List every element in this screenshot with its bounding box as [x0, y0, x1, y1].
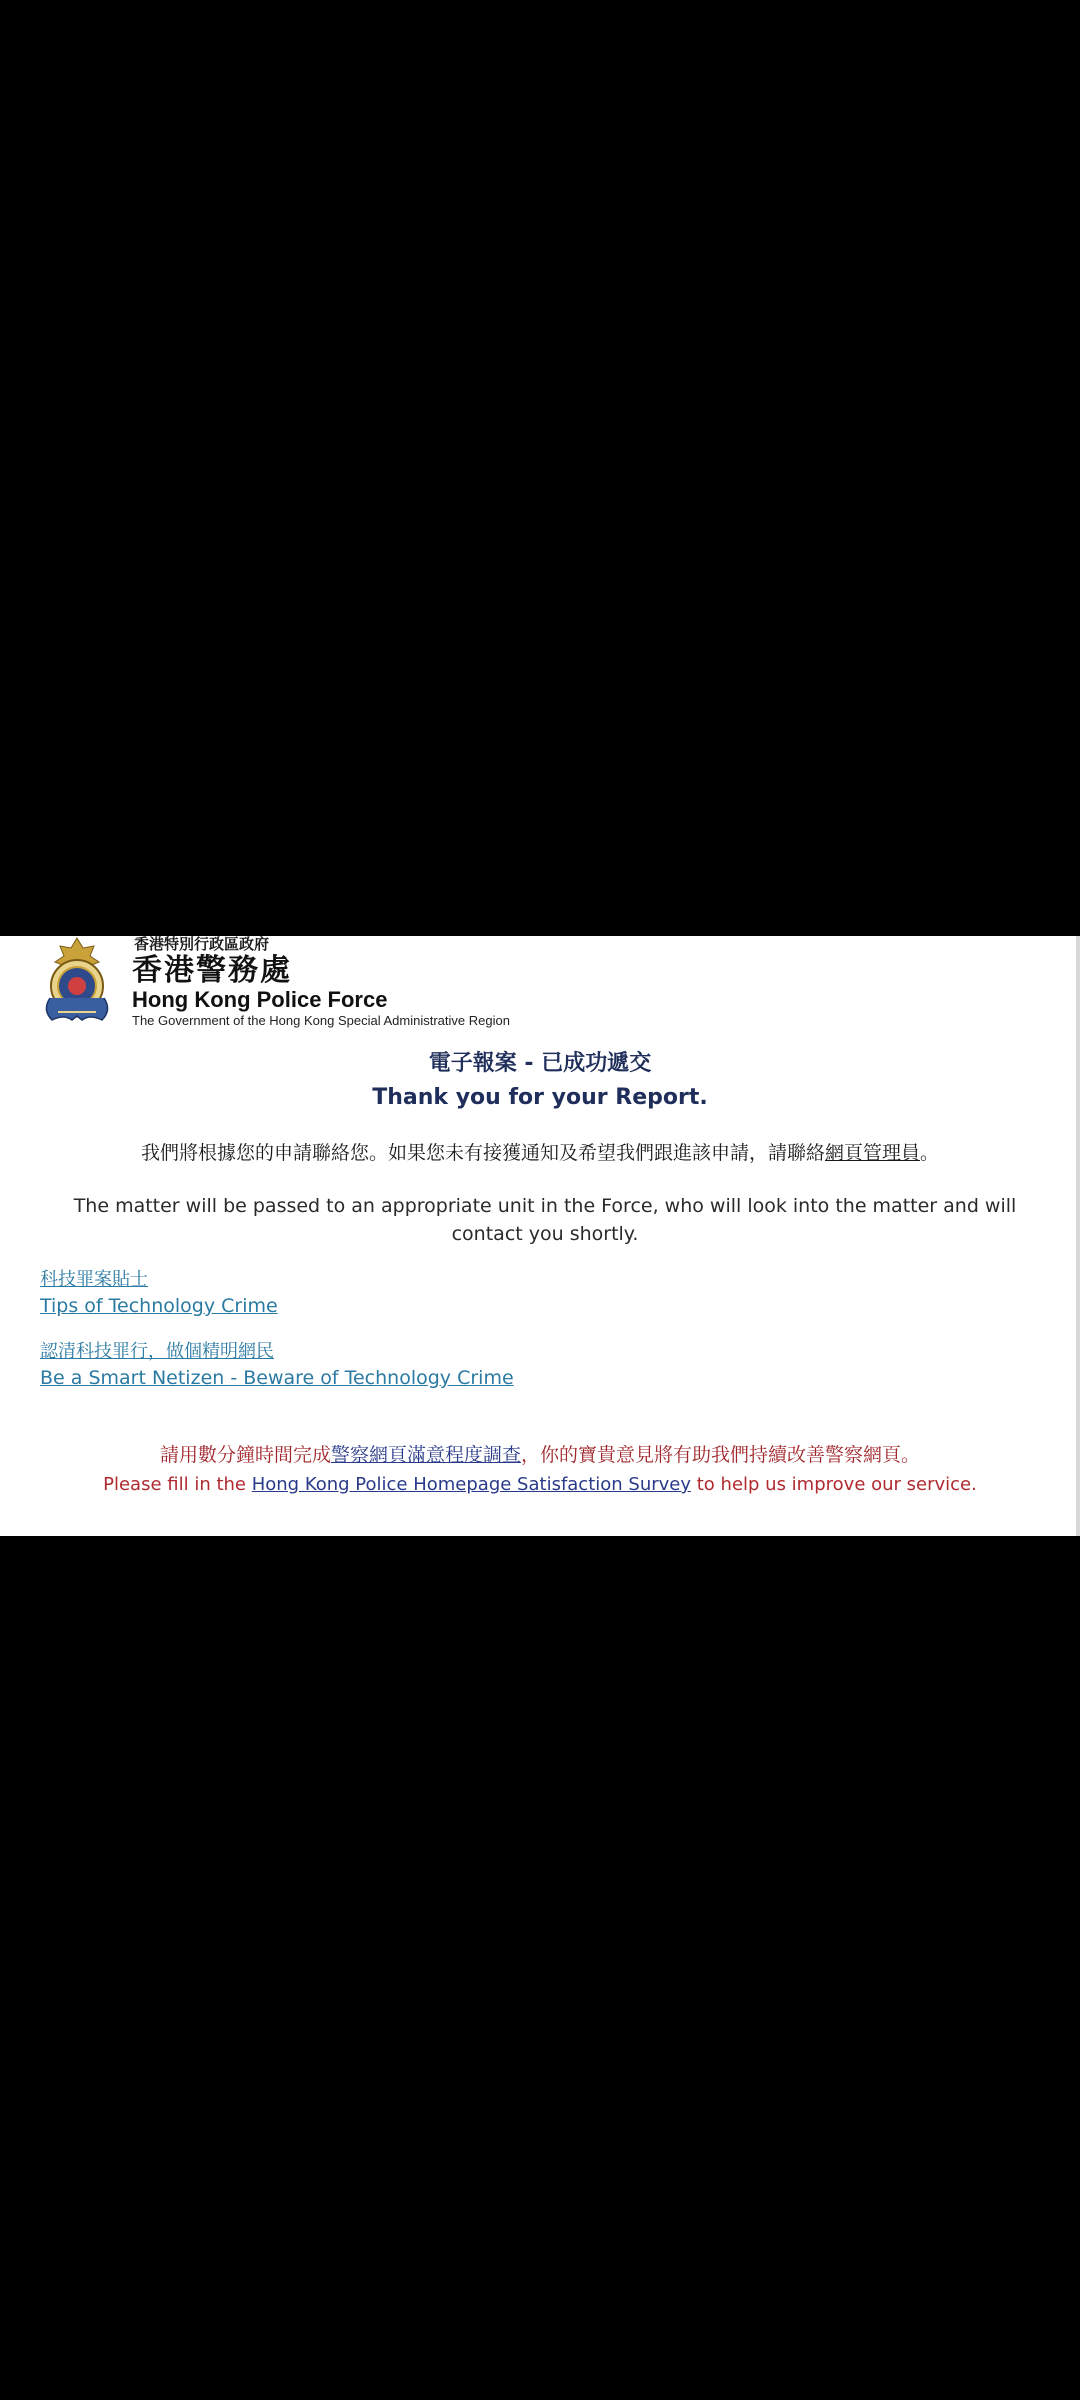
notice-zh-end: 。 [920, 1142, 940, 1164]
survey-en-text: Please fill in the [103, 1474, 252, 1495]
tips-technology-crime-link-en[interactable]: Tips of Technology Crime [40, 1295, 278, 1317]
smart-netizen-link-group [40, 1340, 840, 1392]
page-header [36, 936, 1036, 1036]
smart-netizen-link-zh[interactable]: 認清科技罪行，做個精明網民 [40, 1341, 274, 1362]
government-name-zh: 香港特別行政區政府 [134, 936, 270, 953]
notice-zh-text: 我們將根據您的申請聯絡您。如果您未有接獲通知及希望我們跟進該申請，請聯絡 [140, 1142, 825, 1164]
survey-link-en[interactable]: Hong Kong Police Homepage Satisfaction Survey [251, 1474, 692, 1495]
survey-prompt-zh [0, 1442, 1080, 1468]
survey-prompt-en [0, 1472, 1080, 1498]
survey-zh-end: ，你的寶貴意見將有助我們持續改善警察網頁。 [521, 1444, 921, 1466]
notice-zh [0, 1140, 1080, 1166]
police-crest-icon [36, 936, 118, 1028]
tips-technology-crime-link-zh[interactable]: 科技罪案貼士 [40, 1269, 148, 1290]
government-name-en: The Government of the Hong Kong Special Administrative Region [132, 1013, 510, 1028]
smart-netizen-link-en[interactable]: Be a Smart Netizen - Beware of Technology Crime [40, 1367, 514, 1389]
related-links [40, 1268, 840, 1412]
confirmation-title-en: Thank you for your Report. [372, 1085, 708, 1110]
force-name-en: Hong Kong Police Force [132, 987, 388, 1012]
report-confirmation-page [0, 936, 1080, 1536]
webmaster-link[interactable]: 網頁管理員 [824, 1142, 920, 1164]
notice-en: The matter will be passed to an appropriate unit in the Force, who will look into the matter and will contact you shortly. [73, 1195, 1017, 1245]
survey-en-end: to help us improve our service. [691, 1474, 977, 1495]
confirmation-title-zh: 電子報案 - 已成功遞交 [428, 1051, 652, 1076]
force-name-zh: 香港警務處 [132, 953, 292, 988]
tips-link-group [40, 1268, 840, 1320]
survey-zh-text: 請用數分鐘時間完成 [159, 1444, 331, 1466]
survey-link-zh[interactable]: 警察網頁滿意程度調查 [330, 1444, 521, 1466]
